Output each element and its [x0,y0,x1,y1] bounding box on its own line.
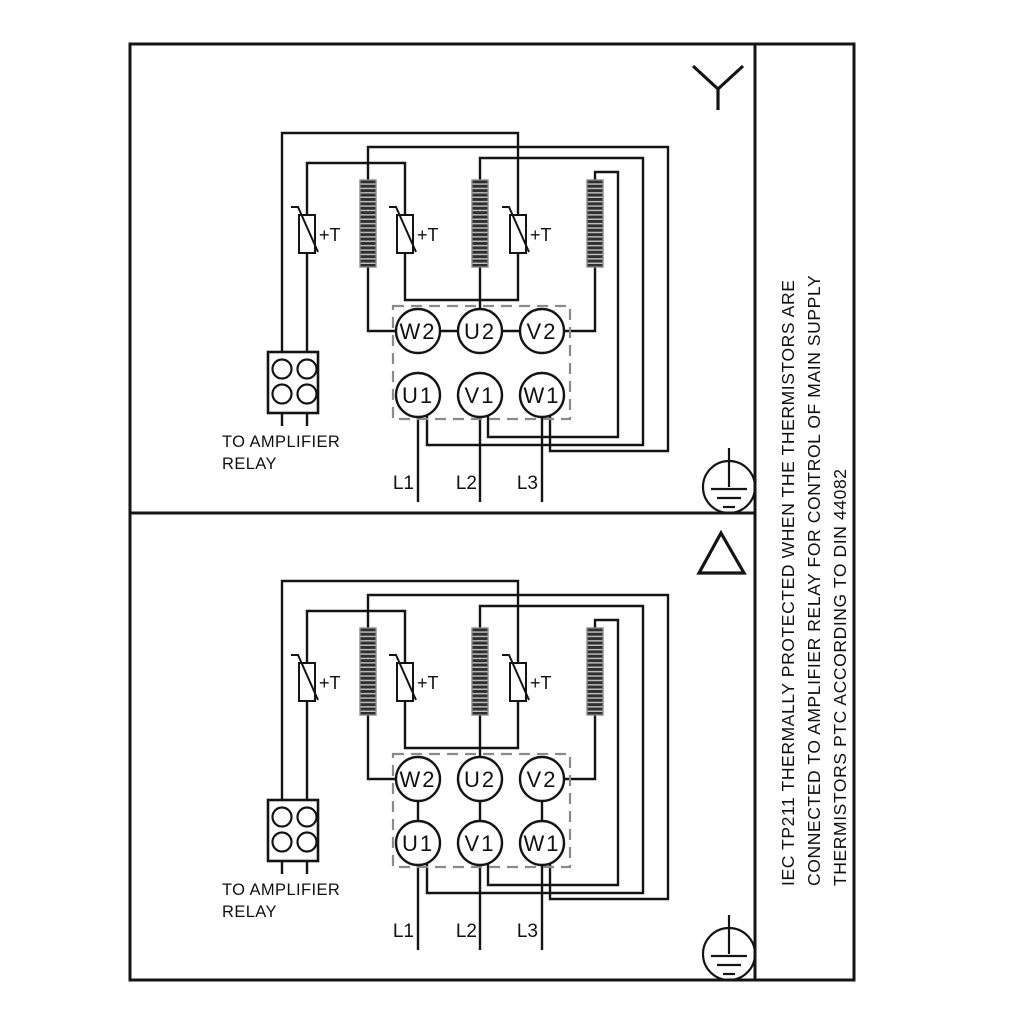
ground-icon [703,448,755,513]
ground-icon [703,915,755,980]
thermistor-label: +T [319,673,341,693]
star-connection-icon [693,66,743,110]
thermistor-label: +T [530,673,552,693]
supply-label-l2: L2 [455,473,477,494]
supply-label-l3: L3 [516,473,538,494]
terminal-label: W2 [399,319,437,344]
thermistor-label: +T [319,225,341,245]
thermistor-label: +T [417,225,439,245]
side-note-line1: IEC TP211 THERMALLY PROTECTED WHEN THE THERMISTORS ARE [778,279,798,886]
delta-bridge-links [418,801,542,821]
terminal-label: W1 [523,383,561,408]
relay-note-line1: TO AMPLIFIER [222,881,341,899]
terminal-label: W2 [399,767,437,792]
terminal-label: U2 [463,319,497,344]
terminal-label: U1 [401,831,435,856]
supply-label-l1: L1 [392,921,414,942]
side-note-line2: CONNECTED TO AMPLIFIER RELAY FOR CONTROL OF MAIN SUPPLY [804,274,824,886]
supply-label-l3: L3 [516,921,538,942]
terminal-label: V2 [526,319,558,344]
thermistor-label: +T [530,225,552,245]
terminal-label: U2 [463,767,497,792]
terminal-label: V1 [464,831,496,856]
relay-note-line2: RELAY [222,903,277,921]
relay-note-line2: RELAY [222,455,277,473]
panel-star [222,66,743,502]
terminal-label: V1 [464,383,496,408]
side-note-line3: THERMISTORS PTC ACCORDING TO DIN 44082 [830,468,850,886]
thermistor-label: +T [417,673,439,693]
panel-delta [222,533,744,950]
relay-note-line1: TO AMPLIFIER [222,433,341,451]
delta-connection-icon [699,533,744,573]
terminal-label: W1 [523,831,561,856]
side-note [778,275,850,886]
terminal-label: U1 [401,383,435,408]
supply-label-l2: L2 [455,921,477,942]
supply-label-l1: L1 [392,473,414,494]
terminal-label: V2 [526,767,558,792]
